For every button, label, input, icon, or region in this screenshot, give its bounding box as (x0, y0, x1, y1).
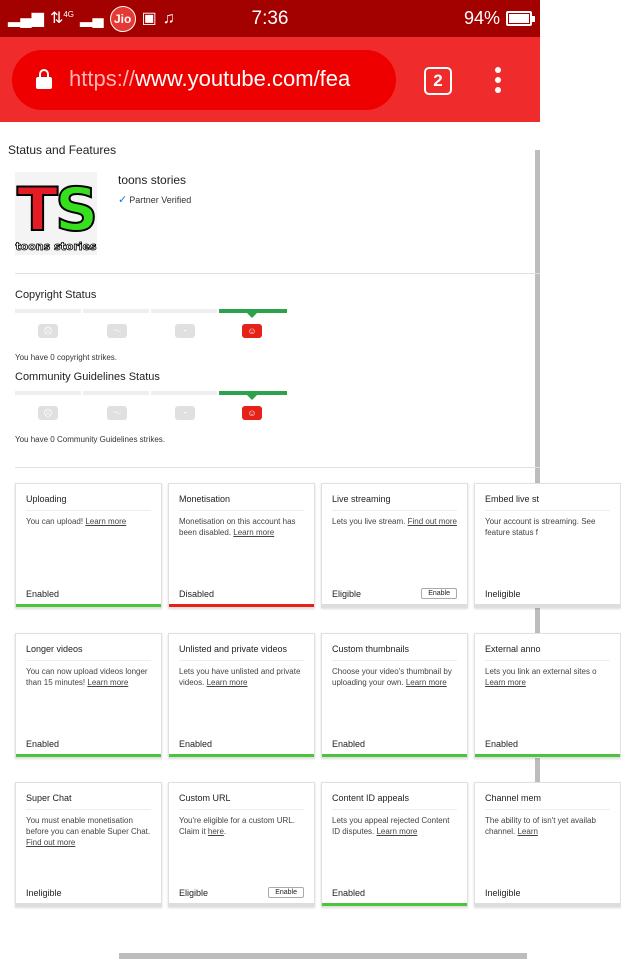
enable-button[interactable]: Enable (268, 887, 304, 898)
system-status-bar (0, 0, 540, 37)
music-icon: ♫ (162, 10, 175, 27)
feature-card-title: Content ID appeals (332, 793, 410, 803)
learn-more-link[interactable]: Learn more (485, 678, 526, 687)
strike-segment (83, 309, 149, 313)
feature-card-title: Embed live st (485, 494, 540, 504)
feature-card-description: Lets you live stream. Find out more (332, 517, 457, 526)
learn-more-link[interactable]: Learn more (376, 827, 418, 836)
meh-face-icon: 〜 (107, 324, 127, 338)
feature-card-description: Your account is streaming. See feature status f (485, 517, 596, 537)
feature-card (321, 483, 468, 608)
community-strikes-text: You have 0 Community Guidelines strikes. (15, 435, 165, 444)
feature-card-description: Choose your video's thumbnail by uploading your own. Learn more (332, 667, 452, 687)
feature-status: Enabled (332, 739, 366, 749)
feature-status: Enabled (26, 589, 60, 599)
feature-card (474, 633, 621, 758)
learn-more-link[interactable]: Learn more (87, 678, 129, 687)
card-divider (332, 660, 457, 661)
feature-card-title: Uploading (26, 494, 67, 504)
neutral-face-icon: ⁃ (175, 324, 195, 338)
feature-card-title: Unlisted and private videos (179, 644, 288, 654)
data-transfer-icon: ⇅ (49, 10, 64, 27)
copyright-strikes-text: You have 0 copyright strikes. (15, 353, 117, 362)
feature-card (321, 633, 468, 758)
status-bar (475, 754, 620, 757)
learn-more-link[interactable]: Learn more (405, 678, 447, 687)
learn-more-link[interactable]: Find out more (26, 838, 76, 847)
learn-more-link[interactable]: Learn more (206, 678, 248, 687)
url-bar[interactable] (12, 50, 396, 110)
feature-card-description: The ability to of isn't yet availab channel. Learn (485, 816, 596, 836)
feature-card (474, 782, 621, 907)
feature-card (474, 483, 621, 608)
strike-segment-active (219, 309, 287, 313)
learn-more-link[interactable]: Learn more (85, 517, 127, 526)
strike-segment (83, 391, 149, 395)
feature-status: Enabled (332, 888, 366, 898)
status-bar (475, 903, 620, 906)
card-divider (179, 809, 304, 810)
status-bar (169, 604, 314, 607)
card-divider (485, 510, 610, 511)
battery-percent: 94% (463, 8, 500, 28)
feature-card (15, 782, 162, 907)
divider (15, 467, 540, 468)
feature-status: Enabled (485, 739, 519, 749)
learn-more-link[interactable]: Learn (517, 827, 538, 836)
status-bar (16, 903, 161, 906)
status-bar (475, 604, 620, 607)
copyright-strike-meter (15, 309, 287, 349)
strike-segment (151, 309, 217, 313)
learn-more-link[interactable]: here (207, 827, 224, 836)
partner-verified: ✓ Partner Verified (118, 194, 192, 206)
divider (15, 273, 540, 274)
card-divider (485, 660, 610, 661)
feature-card-description: Lets you appeal rejected Content ID disputes. Learn more (332, 816, 450, 836)
card-divider (26, 660, 151, 661)
status-bar (16, 754, 161, 757)
community-strike-meter (15, 391, 287, 431)
feature-status: Eligible (332, 589, 362, 599)
feature-card-title: Custom URL (179, 793, 231, 803)
feature-status: Disabled (179, 589, 215, 599)
happy-face-icon: ☺ (242, 406, 262, 420)
check-icon: ✓ (118, 194, 128, 206)
svg-text:S: S (55, 175, 99, 245)
feature-card-description: You can upload! Learn more (26, 517, 127, 526)
strike-segment (15, 309, 81, 313)
url-text[interactable]: https://www.youtube.com/fea (69, 66, 351, 91)
signal-icon: ▂▄▆ (8, 10, 44, 27)
svg-text:T: T (17, 175, 58, 245)
page-content (0, 122, 597, 960)
logo-subtitle: toons stories (15, 240, 97, 253)
feature-card-title: Longer videos (26, 644, 83, 654)
happy-face-icon: ☺ (242, 324, 262, 338)
feature-card-title: Live streaming (332, 494, 391, 504)
lock-icon (36, 69, 52, 89)
jio-app-icon: Jio (110, 6, 136, 32)
learn-more-link[interactable]: Learn more (233, 528, 275, 537)
learn-more-link[interactable]: Find out more (407, 517, 457, 526)
feature-card-description: Lets you link an external sites o Learn more (485, 667, 597, 687)
feature-card (168, 633, 315, 758)
status-bar (169, 754, 314, 757)
image-icon: ▣ (141, 10, 157, 27)
network-type: 4G (63, 9, 75, 19)
feature-card-title: Channel mem (485, 793, 542, 803)
status-bar (322, 903, 467, 906)
browser-toolbar (0, 37, 540, 122)
feature-card-description: You must enable monetisation before you can enable Super Chat. Find out more (26, 816, 151, 847)
strike-segment-active (219, 391, 287, 395)
feature-card (321, 782, 468, 907)
sad-face-icon: ☹ (38, 406, 58, 420)
signal-icon-2: ▂▄ (80, 10, 104, 27)
card-divider (332, 510, 457, 511)
channel-logo[interactable] (15, 172, 97, 255)
feature-status: Ineligible (485, 888, 521, 898)
card-divider (179, 660, 304, 661)
feature-card-description: You're eligible for a custom URL. Claim it here. (179, 816, 295, 836)
copyright-status-title: Copyright Status (15, 289, 97, 301)
sad-face-icon: ☹ (38, 324, 58, 338)
feature-card (168, 483, 315, 608)
status-bar (322, 604, 467, 607)
card-divider (179, 510, 304, 511)
card-divider (332, 809, 457, 810)
community-status-title: Community Guidelines Status (15, 371, 160, 383)
strike-segment (151, 391, 217, 395)
card-divider (26, 510, 151, 511)
clock: 7:36 (251, 8, 289, 29)
feature-status: Ineligible (485, 589, 521, 599)
meh-face-icon: 〜 (107, 406, 127, 420)
feature-card-title: Custom thumbnails (332, 644, 410, 654)
feature-card (168, 782, 315, 907)
feature-status: Enabled (26, 739, 60, 749)
feature-status: Ineligible (26, 888, 62, 898)
neutral-face-icon: ⁃ (175, 406, 195, 420)
status-bar (169, 903, 314, 906)
feature-card (15, 633, 162, 758)
card-divider (26, 809, 151, 810)
overflow-menu-icon[interactable] (493, 67, 503, 97)
tab-switcher-button[interactable]: 2 (424, 67, 452, 95)
feature-card-title: Super Chat (26, 793, 72, 803)
feature-card-description: You can now upload videos longer than 15 minutes! Learn more (26, 667, 148, 687)
feature-card (15, 483, 162, 608)
battery-icon (506, 11, 532, 26)
channel-name[interactable]: toons stories (118, 173, 187, 187)
enable-button[interactable]: Enable (421, 588, 457, 599)
card-divider (485, 809, 610, 810)
page-title: Status and Features (8, 143, 117, 157)
feature-status: Enabled (179, 739, 213, 749)
feature-card-title: Monetisation (179, 494, 231, 504)
feature-card-description: Lets you have unlisted and private videos. Learn more (179, 667, 301, 687)
status-bar (322, 754, 467, 757)
horizontal-scrollbar[interactable] (119, 953, 527, 959)
strike-segment (15, 391, 81, 395)
status-bar (16, 604, 161, 607)
feature-card-description: Monetisation on this account has been disabled. Learn more (179, 517, 296, 537)
feature-status: Eligible (179, 888, 209, 898)
feature-card-title: External anno (485, 644, 541, 654)
